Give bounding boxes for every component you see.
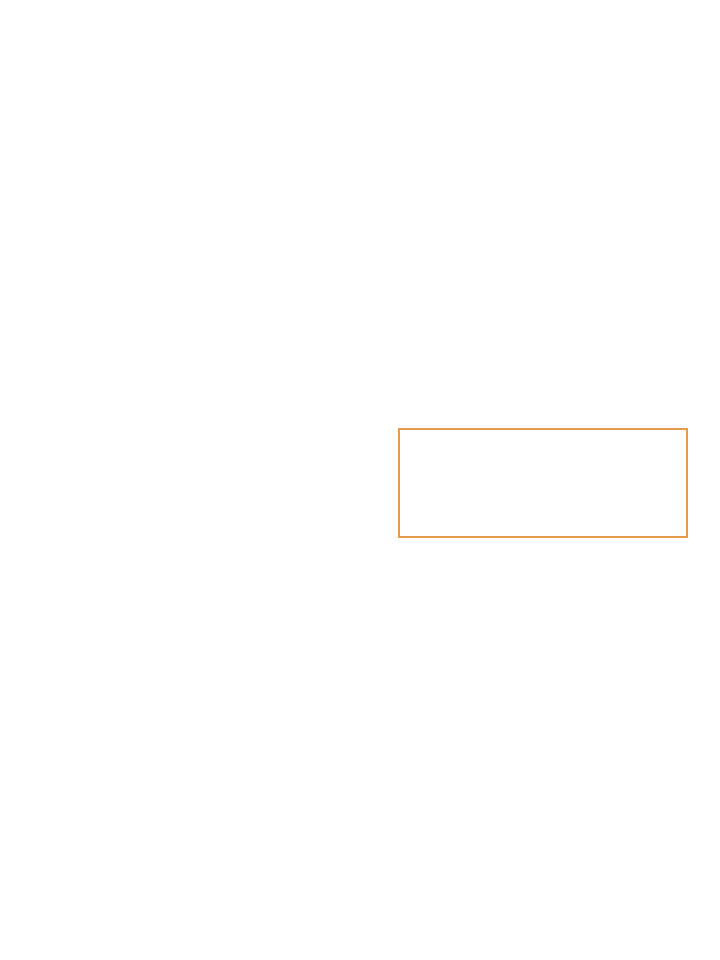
callout-box <box>398 428 688 538</box>
